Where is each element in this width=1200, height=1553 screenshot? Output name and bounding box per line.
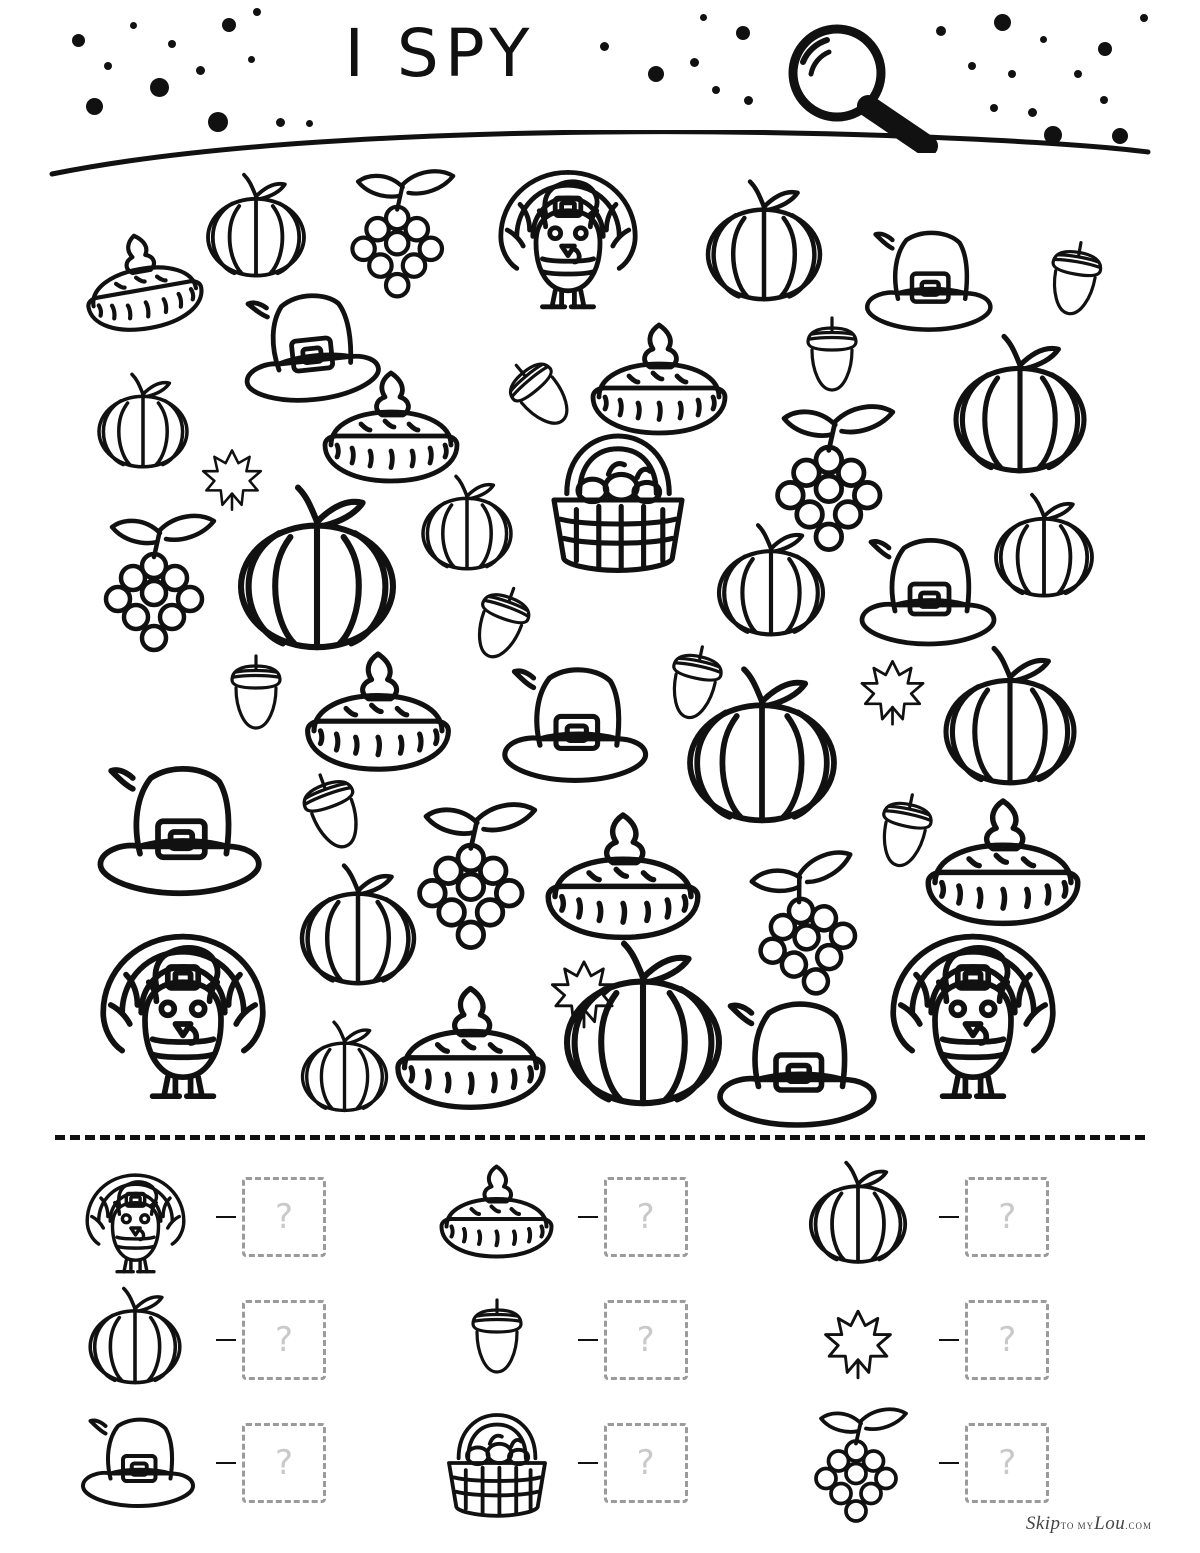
puzzle-item-pumpkin [940,330,1100,490]
answer-key-item-acorn [422,1278,784,1401]
key-dash [216,1339,236,1341]
basket-icon [422,1403,572,1523]
puzzle-item-pumpkin [984,490,1104,610]
grapes-icon [783,1403,933,1523]
pumpkin-icon [783,1157,933,1277]
answer-input-pumpkin-leaf[interactable]: ? [965,1177,1049,1257]
answer-input-acorn[interactable]: ? [604,1300,688,1380]
puzzle-item-turkey [488,150,648,310]
answer-key-item-pumpkin-leaf [783,1155,1145,1278]
pumpkin-icon [60,1280,210,1400]
key-dash [578,1216,598,1218]
answer-key-item-leaf [783,1278,1145,1401]
puzzle-item-acorn [1016,224,1132,340]
leaf-icon [783,1280,933,1400]
key-dash [939,1216,959,1218]
answer-key-item-grapes [783,1402,1145,1525]
puzzle-item-pilgrim-hat [706,978,881,1153]
brand-subtext-2: .COM [1125,1521,1152,1531]
brand-subtext-1: TO MY [1060,1521,1095,1531]
dashed-divider [55,1135,1145,1140]
puzzle-item-pumpkin [196,170,316,290]
answer-input-pie[interactable]: ? [604,1177,688,1257]
answer-key-item-pilgrim-hat [60,1402,422,1525]
key-dash [216,1216,236,1218]
puzzle-item-pumpkin [88,370,198,480]
answer-input-leaf[interactable]: ? [965,1300,1049,1380]
page-title: I SPY [344,15,536,92]
puzzle-item-pumpkin [706,520,836,650]
answer-key-item-pie [422,1155,784,1278]
puzzle-item-pumpkin [930,642,1090,802]
puzzle-area [0,150,1200,1130]
answer-input-pumpkin[interactable]: ? [242,1300,326,1380]
puzzle-item-leaf [850,646,935,731]
key-dash [578,1339,598,1341]
answer-key [60,1155,1145,1525]
puzzle-item-basket [538,420,698,580]
puzzle-item-acorn [782,308,882,408]
pilgrim-hat-icon [60,1403,210,1523]
pie-icon [422,1157,572,1277]
puzzle-item-grapes [82,506,232,656]
puzzle-item-pie [388,972,553,1137]
puzzle-item-pumpkin [694,176,834,316]
key-dash [578,1462,598,1464]
key-dash [216,1462,236,1464]
turkey-icon [60,1157,210,1277]
answer-input-turkey[interactable]: ? [242,1177,326,1257]
puzzle-item-pumpkin [292,1018,397,1123]
answer-input-grapes[interactable]: ? [965,1423,1049,1503]
puzzle-item-pilgrim-hat [492,646,652,806]
acorn-icon [422,1280,572,1400]
answer-input-basket[interactable]: ? [604,1423,688,1503]
puzzle-item-pilgrim-hat [86,742,266,922]
answer-key-item-turkey [60,1155,422,1278]
key-dash [939,1339,959,1341]
brand-logo [1026,1513,1152,1535]
puzzle-item-turkey [88,910,278,1100]
answer-input-pilgrim-hat[interactable]: ? [242,1423,326,1503]
brand-name-2: Lou [1094,1513,1126,1534]
puzzle-item-acorn [206,646,306,746]
brand-name: Skip [1025,1513,1061,1534]
puzzle-item-pumpkin [412,472,522,582]
answer-key-item-basket [422,1402,784,1525]
puzzle-item-turkey [878,910,1068,1100]
answer-key-item-pumpkin [60,1278,422,1401]
key-dash [939,1462,959,1464]
